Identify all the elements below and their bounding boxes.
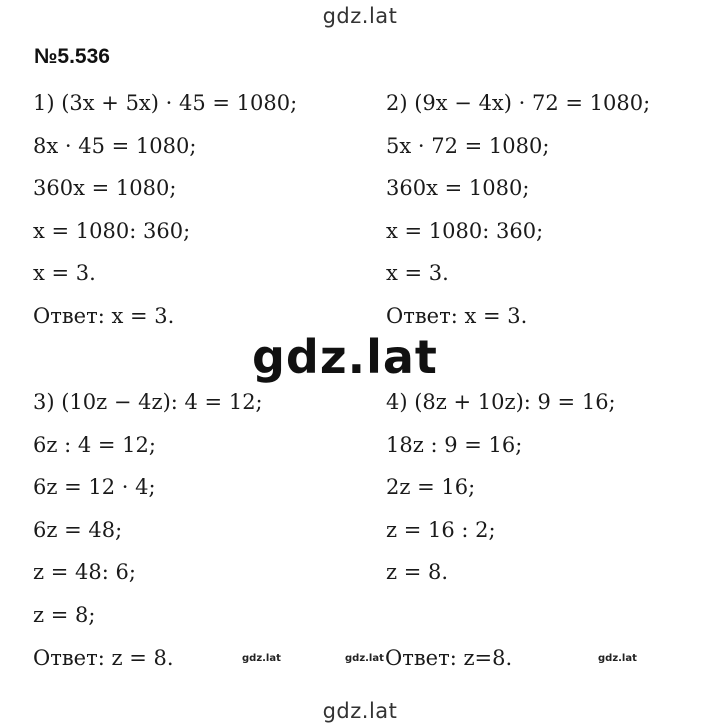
equation-line: x = 1080: 360; [386,218,544,243]
equation-line: z = 16 : 2; [386,517,496,542]
answer-line-4: Ответ: z=8. [385,646,513,670]
watermark-center: gdz.lat [252,330,438,384]
equation-line: 2z = 16; [386,475,476,499]
solution-2 [386,82,716,337]
watermark-small: gdz.lat [242,653,281,664]
equation-line: 8x · 45 = 1080; [33,133,197,158]
equation-line: z = 48: 6; [33,560,136,584]
equation-line: x = 3. [386,261,449,285]
equation-line: 6z = 12 · 4; [33,475,156,499]
equation-line: 6z : 4 = 12; [33,432,156,457]
solution-4 [386,381,716,594]
watermark-top: gdz.lat [322,4,398,28]
equation-line: 1) (3x + 5x) · 45 = 1080; [33,91,298,115]
equation-line: 6z = 48; [33,517,123,542]
answer-line: Ответ: x = 3. [33,303,175,328]
answer-line-3: Ответ: z = 8. [33,646,174,670]
equation-line: z = 8; [33,602,96,627]
equation-line: x = 1080: 360; [33,218,191,243]
equation-line: 18z : 9 = 16; [386,432,523,457]
watermark-small: gdz.lat [598,653,637,664]
equation-line: z = 8. [386,560,449,584]
equation-line: 360x = 1080; [33,176,177,200]
equation-line: x = 3. [33,261,96,285]
equation-line: 360x = 1080; [386,176,530,200]
problem-number-title: №5.536 [34,45,110,68]
equation-line: 3) (10z − 4z): 4 = 12; [33,390,263,414]
watermark-small: gdz.lat [345,653,384,664]
solution-3 [33,381,363,636]
equation-line: 2) (9x − 4x) · 72 = 1080; [386,91,651,115]
watermark-bottom: gdz.lat [322,699,398,723]
equation-line: 5x · 72 = 1080; [386,133,550,158]
solution-1 [33,82,363,337]
answer-line: Ответ: x = 3. [386,303,528,328]
equation-line: 4) (8z + 10z): 9 = 16; [386,390,616,414]
